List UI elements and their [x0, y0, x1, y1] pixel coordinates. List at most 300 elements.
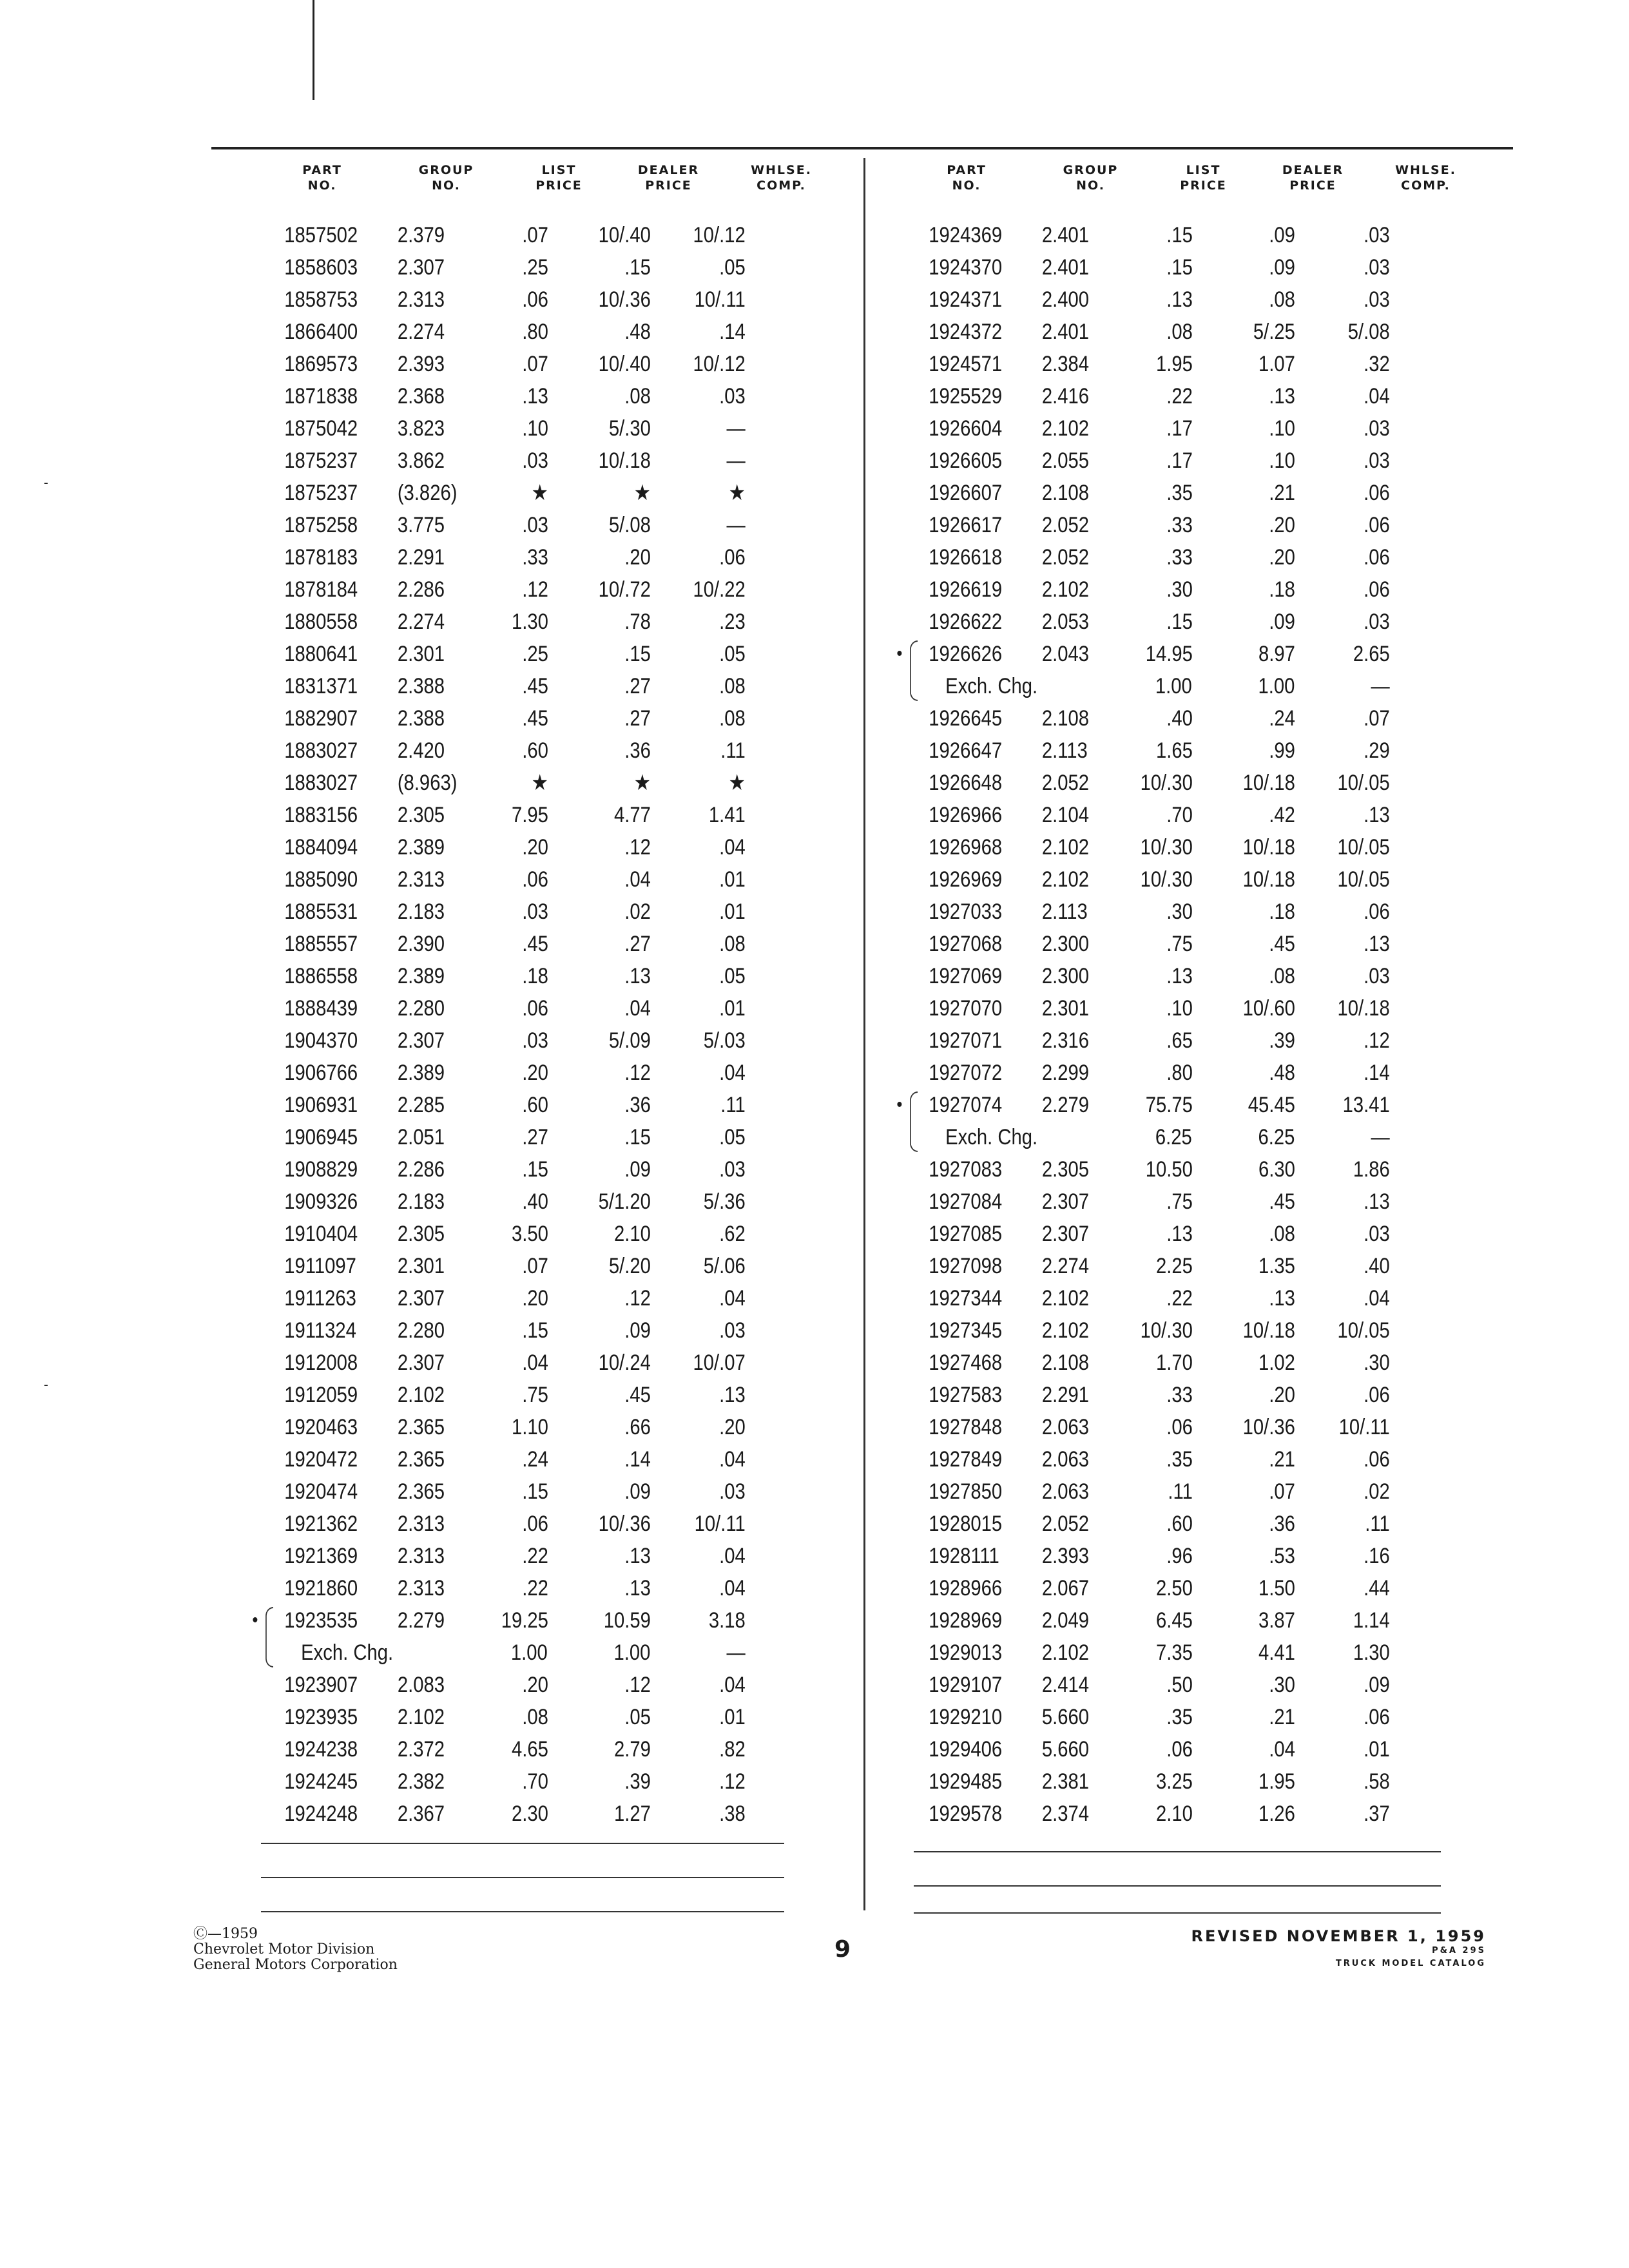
part-no-cell: 1885557 — [284, 932, 358, 956]
table-row — [258, 1379, 757, 1411]
whlse-comp-cell: — — [726, 448, 746, 473]
list-price-cell: .60 — [522, 738, 548, 763]
header-dealer-price: DEALER PRICE — [1282, 163, 1344, 193]
whlse-comp-cell: .13 — [1364, 932, 1390, 956]
bullet-marker: • — [252, 1610, 258, 1631]
whlse-comp-cell: .23 — [719, 610, 746, 634]
table-row — [902, 1218, 1401, 1250]
list-price-cell: 75.75 — [1145, 1093, 1193, 1117]
dealer-price-cell: .07 — [1269, 1479, 1295, 1504]
dealer-price-cell: .27 — [624, 932, 651, 956]
table-row — [258, 509, 757, 541]
table-row — [258, 1411, 757, 1443]
part-no-cell: 1857502 — [284, 223, 358, 247]
dealer-price-cell: 2.10 — [614, 1222, 651, 1246]
blank-entry-line — [914, 1851, 1441, 1852]
whlse-comp-cell: .03 — [1364, 287, 1390, 312]
part-no-cell: 1883156 — [284, 803, 358, 827]
list-price-cell: .06 — [522, 867, 548, 892]
part-no-cell: 1880641 — [284, 642, 358, 666]
dealer-price-cell: 10/.36 — [598, 287, 651, 312]
part-no-cell: 1925529 — [929, 384, 1003, 408]
whlse-comp-cell: .04 — [719, 1447, 746, 1472]
header-whlse-comp: WHLSE. COMP. — [751, 163, 812, 193]
dealer-price-cell: 10/.18 — [1242, 771, 1295, 795]
group-no-cell: 2.102 — [1041, 416, 1089, 441]
part-no-cell: 1871838 — [284, 384, 358, 408]
table-row — [902, 541, 1401, 573]
part-no-cell: 1906945 — [284, 1125, 358, 1149]
whlse-comp-cell: .06 — [1364, 1447, 1390, 1472]
list-price-cell: .15 — [522, 1157, 548, 1182]
part-no-cell: 1927344 — [929, 1286, 1003, 1311]
whlse-comp-cell: 5/.08 — [1347, 320, 1390, 344]
list-price-cell: .33 — [1166, 545, 1193, 570]
table-row — [252, 1604, 757, 1637]
table-row — [902, 251, 1401, 284]
table-row — [258, 1057, 757, 1089]
group-no-cell: 2.389 — [397, 964, 445, 988]
header-whlse-comp: WHLSE. COMP. — [1395, 163, 1456, 193]
list-price-cell: .06 — [522, 1512, 548, 1536]
group-no-cell: 2.401 — [1041, 320, 1089, 344]
whlse-comp-cell: .13 — [1364, 803, 1390, 827]
dealer-price-cell: 5/.09 — [608, 1028, 651, 1053]
part-no-cell: 1875237 — [284, 448, 358, 473]
whlse-comp-cell: .04 — [719, 1576, 746, 1600]
group-no-cell: 2.291 — [1041, 1383, 1089, 1407]
list-price-cell: .65 — [1166, 1028, 1193, 1053]
part-no-cell: 1912008 — [284, 1350, 358, 1375]
table-row — [902, 1669, 1401, 1701]
part-no-cell: 1878183 — [284, 545, 358, 570]
dealer-price-cell: 1.50 — [1258, 1576, 1295, 1600]
header-dealer-price: DEALER PRICE — [637, 163, 700, 193]
group-no-cell: 2.102 — [1041, 1318, 1089, 1343]
part-no-cell: 1926619 — [929, 577, 1003, 602]
part-no-cell: 1883027 — [284, 738, 358, 763]
table-row — [258, 1540, 757, 1572]
dealer-price-cell: 10/.36 — [598, 1512, 651, 1536]
whlse-comp-cell: .04 — [719, 1544, 746, 1568]
part-no-cell: 1927848 — [929, 1415, 1003, 1439]
table-row — [258, 1443, 757, 1475]
part-no-cell: 1929406 — [929, 1737, 1003, 1762]
group-no-cell: 2.393 — [1041, 1544, 1089, 1568]
part-no-cell: 1924248 — [284, 1802, 358, 1826]
list-price-cell: 10/.30 — [1140, 867, 1193, 892]
part-no-cell: Exch. Chg. — [301, 1640, 394, 1665]
dealer-price-cell: 5/.08 — [608, 513, 651, 537]
list-price-cell: .03 — [522, 513, 548, 537]
group-no-cell: 2.063 — [1041, 1479, 1089, 1504]
group-no-cell: 2.307 — [397, 255, 445, 280]
table-row — [258, 477, 757, 509]
dealer-price-cell: 5/1.20 — [598, 1189, 651, 1214]
part-no-cell: 1927033 — [929, 899, 1003, 924]
table-row — [258, 1314, 757, 1347]
whlse-comp-cell: .62 — [719, 1222, 746, 1246]
table-row — [258, 1637, 757, 1669]
dealer-price-cell: ★ — [633, 481, 651, 505]
group-no-cell: 2.052 — [1041, 771, 1089, 795]
part-no-cell: 1883027 — [284, 771, 358, 795]
part-no-cell: 1831371 — [284, 674, 358, 698]
whlse-comp-cell: 10/.12 — [693, 223, 746, 247]
group-no-cell: 2.372 — [397, 1737, 445, 1762]
part-no-cell: 1923935 — [284, 1705, 358, 1729]
whlse-comp-cell: 3.18 — [708, 1608, 746, 1633]
group-no-cell: 2.102 — [1041, 835, 1089, 860]
whlse-comp-cell: .04 — [719, 835, 746, 860]
dealer-price-cell: 3.87 — [1258, 1608, 1295, 1633]
corporation-line: General Motors Corporation — [193, 1957, 398, 1973]
whlse-comp-cell: .11 — [720, 1093, 746, 1117]
whlse-comp-cell: .08 — [719, 674, 746, 698]
table-row — [902, 896, 1401, 928]
whlse-comp-cell: 10/.05 — [1337, 835, 1390, 860]
whlse-comp-cell: .03 — [1364, 1222, 1390, 1246]
group-no-cell: 2.083 — [397, 1673, 445, 1697]
group-no-cell: 2.274 — [397, 320, 445, 344]
table-row — [258, 1282, 757, 1314]
dealer-price-cell: 5/.20 — [608, 1254, 651, 1278]
whlse-comp-cell: ★ — [728, 481, 746, 505]
part-no-cell: 1911324 — [284, 1318, 356, 1343]
whlse-comp-cell: .03 — [719, 1157, 746, 1182]
list-price-cell: 10/.30 — [1140, 835, 1193, 860]
list-price-cell: ★ — [531, 771, 548, 795]
part-no-cell: 1928015 — [929, 1512, 1003, 1536]
list-price-cell: 1.30 — [511, 610, 548, 634]
whlse-comp-cell: .04 — [719, 1061, 746, 1085]
list-price-cell: .96 — [1166, 1544, 1193, 1568]
part-no-cell: 1927071 — [929, 1028, 1003, 1053]
whlse-comp-cell: 10/.11 — [694, 287, 746, 312]
part-no-cell: 1927068 — [929, 932, 1003, 956]
dealer-price-cell: 10/.72 — [598, 577, 651, 602]
list-price-cell: .20 — [522, 1673, 548, 1697]
page-number: 9 — [834, 1936, 851, 1963]
revision-block — [1191, 1928, 1486, 1970]
whlse-comp-cell: .14 — [1364, 1061, 1390, 1085]
whlse-comp-cell: .12 — [1364, 1028, 1390, 1053]
list-price-cell: .35 — [1166, 1447, 1193, 1472]
part-no-cell: 1920463 — [284, 1415, 358, 1439]
blank-entry-line — [261, 1877, 784, 1878]
whlse-comp-cell: — — [726, 416, 746, 441]
dealer-price-cell: .09 — [1269, 610, 1295, 634]
group-no-cell: 2.113 — [1041, 899, 1088, 924]
whlse-comp-cell: .05 — [719, 1125, 746, 1149]
list-price-cell: .50 — [1166, 1673, 1193, 1697]
group-no-cell: 2.307 — [397, 1286, 445, 1311]
list-price-cell: .22 — [522, 1576, 548, 1600]
dealer-price-cell: .21 — [1269, 1705, 1295, 1729]
whlse-comp-cell: .06 — [1364, 1705, 1390, 1729]
whlse-comp-cell: .05 — [719, 255, 746, 280]
whlse-comp-cell: .38 — [719, 1802, 746, 1826]
group-no-cell: 2.067 — [1041, 1576, 1089, 1600]
part-no-cell: 1885090 — [284, 867, 358, 892]
group-no-cell: 2.316 — [1041, 1028, 1089, 1053]
group-no-cell: 2.416 — [1041, 384, 1089, 408]
part-no-cell: 1924372 — [929, 320, 1003, 344]
group-no-cell: 2.381 — [1041, 1769, 1089, 1794]
dealer-price-cell: .45 — [1269, 932, 1295, 956]
list-price-cell: .60 — [522, 1093, 548, 1117]
whlse-comp-cell: .07 — [1364, 706, 1390, 731]
group-no-cell: 2.313 — [397, 867, 445, 892]
table-row — [258, 1121, 757, 1153]
table-row — [902, 1024, 1401, 1057]
group-no-cell: 2.313 — [397, 1576, 445, 1600]
part-no-cell: 1906931 — [284, 1093, 358, 1117]
part-no-cell: 1926622 — [929, 610, 1003, 634]
list-price-cell: .70 — [522, 1769, 548, 1794]
list-price-cell: .22 — [522, 1544, 548, 1568]
whlse-comp-cell: .82 — [719, 1737, 746, 1762]
dealer-price-cell: .08 — [1269, 287, 1295, 312]
group-no-cell: 2.051 — [397, 1125, 445, 1149]
blank-entry-line — [261, 1911, 784, 1912]
whlse-comp-cell: .03 — [1364, 448, 1390, 473]
list-price-cell: .03 — [522, 448, 548, 473]
group-no-cell: (8.963) — [397, 771, 458, 795]
dealer-price-cell: .08 — [1269, 1222, 1295, 1246]
group-no-cell: 3.862 — [397, 448, 445, 473]
group-no-cell: 2.414 — [1041, 1673, 1089, 1697]
group-no-cell: 2.108 — [1041, 1350, 1089, 1375]
dealer-price-cell: .45 — [1269, 1189, 1295, 1214]
dealer-price-cell: 45.45 — [1248, 1093, 1295, 1117]
whlse-comp-cell: .58 — [1364, 1769, 1390, 1794]
table-row — [258, 1798, 757, 1830]
whlse-comp-cell: .06 — [1364, 577, 1390, 602]
whlse-comp-cell: .03 — [1364, 610, 1390, 634]
dealer-price-cell: 1.27 — [614, 1802, 651, 1826]
table-row — [902, 1540, 1401, 1572]
part-no-cell: 1929210 — [929, 1705, 1003, 1729]
group-no-cell: 2.063 — [1041, 1415, 1089, 1439]
table-row — [902, 573, 1401, 606]
dealer-price-cell: .12 — [624, 835, 651, 860]
dealer-price-cell: .36 — [1269, 1512, 1295, 1536]
group-no-cell: 2.055 — [1041, 448, 1089, 473]
whlse-comp-cell: .01 — [719, 1705, 746, 1729]
list-price-cell: .60 — [1166, 1512, 1193, 1536]
list-price-cell: .07 — [522, 352, 548, 376]
part-no-cell: 1880558 — [284, 610, 358, 634]
list-price-cell: .04 — [522, 1350, 548, 1375]
whlse-comp-cell: .06 — [719, 545, 746, 570]
list-price-cell: 2.10 — [1155, 1802, 1193, 1826]
group-no-cell: 2.388 — [397, 706, 445, 731]
table-row — [258, 735, 757, 767]
table-row — [902, 1733, 1401, 1765]
table-row — [902, 380, 1401, 412]
copyright-line: Ⓒ—1959 — [193, 1926, 258, 1942]
table-row — [258, 896, 757, 928]
dealer-price-cell: 1.07 — [1258, 352, 1295, 376]
part-no-cell: 1926966 — [929, 803, 1003, 827]
dealer-price-cell: .15 — [624, 1125, 651, 1149]
list-price-cell: 6.45 — [1155, 1608, 1193, 1633]
top-rule — [211, 147, 1513, 149]
list-price-cell: .35 — [1166, 481, 1193, 505]
group-no-cell: 2.388 — [397, 674, 445, 698]
list-price-cell: .24 — [522, 1447, 548, 1472]
dealer-price-cell: 10/.40 — [598, 223, 651, 247]
part-no-cell: 1926604 — [929, 416, 1003, 441]
dealer-price-cell: 2.79 — [614, 1737, 651, 1762]
part-no-cell: 1927849 — [929, 1447, 1003, 1472]
table-row — [902, 702, 1401, 735]
table-header — [902, 161, 1482, 201]
table-row — [258, 831, 757, 863]
dealer-price-cell: ★ — [633, 771, 651, 795]
table-row — [258, 992, 757, 1024]
list-price-cell: 10/.30 — [1140, 1318, 1193, 1343]
group-no-cell: 2.291 — [397, 545, 445, 570]
list-price-cell: 3.50 — [511, 1222, 548, 1246]
group-no-cell: 2.301 — [397, 642, 445, 666]
dealer-price-cell: .13 — [1269, 384, 1295, 408]
whlse-comp-cell: .05 — [719, 642, 746, 666]
list-price-cell: .20 — [522, 1286, 548, 1311]
part-no-cell: 1924245 — [284, 1769, 358, 1794]
part-no-cell: 1927098 — [929, 1254, 1003, 1278]
table-row — [902, 1637, 1401, 1669]
whlse-comp-cell: .04 — [719, 1286, 746, 1311]
table-row — [902, 1604, 1401, 1637]
header-group-no: GROUP NO. — [418, 163, 474, 193]
table-row — [258, 1089, 757, 1121]
group-no-cell: 2.299 — [1041, 1061, 1089, 1085]
part-no-cell: 1909326 — [284, 1189, 358, 1214]
list-price-cell: 3.25 — [1155, 1769, 1193, 1794]
table-row — [258, 928, 757, 960]
table-row — [902, 1347, 1401, 1379]
dealer-price-cell: .13 — [1269, 1286, 1295, 1311]
dealer-price-cell: .09 — [624, 1318, 651, 1343]
group-no-cell: 2.307 — [397, 1028, 445, 1053]
group-no-cell: 2.301 — [397, 1254, 445, 1278]
whlse-comp-cell: .06 — [1364, 899, 1390, 924]
dealer-price-cell: 10/.18 — [1242, 835, 1295, 860]
group-no-cell: 2.102 — [397, 1705, 445, 1729]
part-no-cell: 1911263 — [284, 1286, 356, 1311]
part-no-cell: 1928969 — [929, 1608, 1003, 1633]
table-row — [902, 606, 1401, 638]
part-no-cell: 1910404 — [284, 1222, 358, 1246]
list-price-cell: 2.50 — [1155, 1576, 1193, 1600]
part-no-cell: 1858753 — [284, 287, 358, 312]
dealer-price-cell: .09 — [1269, 255, 1295, 280]
part-no-cell: 1908829 — [284, 1157, 358, 1182]
dealer-price-cell: .02 — [624, 899, 651, 924]
binding-edge-line — [313, 0, 314, 100]
table-row — [896, 638, 1401, 670]
group-no-cell: 2.280 — [397, 1318, 445, 1343]
whlse-comp-cell: .16 — [1364, 1544, 1390, 1568]
whlse-comp-cell: ★ — [728, 771, 746, 795]
table-row — [258, 412, 757, 445]
part-no-cell: 1923535 — [284, 1608, 358, 1633]
dealer-price-cell: .36 — [624, 738, 651, 763]
dealer-price-cell: .48 — [1269, 1061, 1295, 1085]
group-no-cell: 2.052 — [1041, 1512, 1089, 1536]
list-price-cell: .03 — [522, 1028, 548, 1053]
dealer-price-cell: .30 — [1269, 1673, 1295, 1697]
group-no-cell: 2.049 — [1041, 1608, 1089, 1633]
list-price-cell: 7.35 — [1155, 1640, 1193, 1665]
list-price-cell: 1.65 — [1155, 738, 1193, 763]
whlse-comp-cell: .01 — [719, 867, 746, 892]
table-row — [902, 1282, 1401, 1314]
whlse-comp-cell: 10/.07 — [693, 1350, 746, 1375]
table-row — [258, 767, 757, 799]
group-no-cell: 2.043 — [1041, 642, 1089, 666]
list-price-cell: .22 — [1166, 384, 1193, 408]
group-no-cell: 2.274 — [1041, 1254, 1089, 1278]
list-price-cell: .06 — [522, 287, 548, 312]
group-no-cell: 2.379 — [397, 223, 445, 247]
group-no-cell: 2.286 — [397, 577, 445, 602]
group-no-cell: 2.102 — [397, 1383, 445, 1407]
table-row — [258, 1153, 757, 1186]
list-price-cell: .07 — [522, 1254, 548, 1278]
dealer-price-cell: 10/.40 — [598, 352, 651, 376]
dealer-price-cell: .12 — [624, 1673, 651, 1697]
table-row — [902, 735, 1401, 767]
list-price-cell: .45 — [522, 674, 548, 698]
list-price-cell: .27 — [522, 1125, 548, 1149]
table-row — [902, 799, 1401, 831]
whlse-comp-cell: .03 — [719, 1318, 746, 1343]
group-no-cell: 2.305 — [397, 803, 445, 827]
dealer-price-cell: .48 — [624, 320, 651, 344]
margin-mark: - — [44, 476, 48, 490]
dealer-price-cell: .13 — [624, 964, 651, 988]
group-no-cell: 2.102 — [1041, 1640, 1089, 1665]
list-price-cell: .15 — [1166, 223, 1193, 247]
list-price-cell: .75 — [522, 1383, 548, 1407]
table-row — [902, 477, 1401, 509]
table-row — [258, 799, 757, 831]
group-no-cell: 2.368 — [397, 384, 445, 408]
list-price-cell: .06 — [1166, 1737, 1193, 1762]
list-price-cell: .25 — [522, 255, 548, 280]
blank-entry-line — [914, 1912, 1441, 1914]
part-no-cell: 1888439 — [284, 996, 358, 1021]
part-no-cell: 1926617 — [929, 513, 1003, 537]
list-price-cell: .03 — [522, 899, 548, 924]
list-price-cell: 10/.30 — [1140, 771, 1193, 795]
revised-date: REVISED NOVEMBER 1, 1959 — [1191, 1927, 1486, 1945]
group-no-cell: 2.313 — [397, 1512, 445, 1536]
dealer-price-cell: .18 — [1269, 577, 1295, 602]
whlse-comp-cell: .11 — [1365, 1512, 1390, 1536]
whlse-comp-cell: .04 — [719, 1673, 746, 1697]
part-no-cell: 1858603 — [284, 255, 358, 280]
part-no-cell: 1927468 — [929, 1350, 1003, 1375]
group-no-cell: 2.104 — [1041, 803, 1089, 827]
part-no-cell: 1928111 — [929, 1544, 999, 1568]
part-no-cell: 1924371 — [929, 287, 1003, 312]
group-no-cell: 2.274 — [397, 610, 445, 634]
dealer-price-cell: .14 — [624, 1447, 651, 1472]
